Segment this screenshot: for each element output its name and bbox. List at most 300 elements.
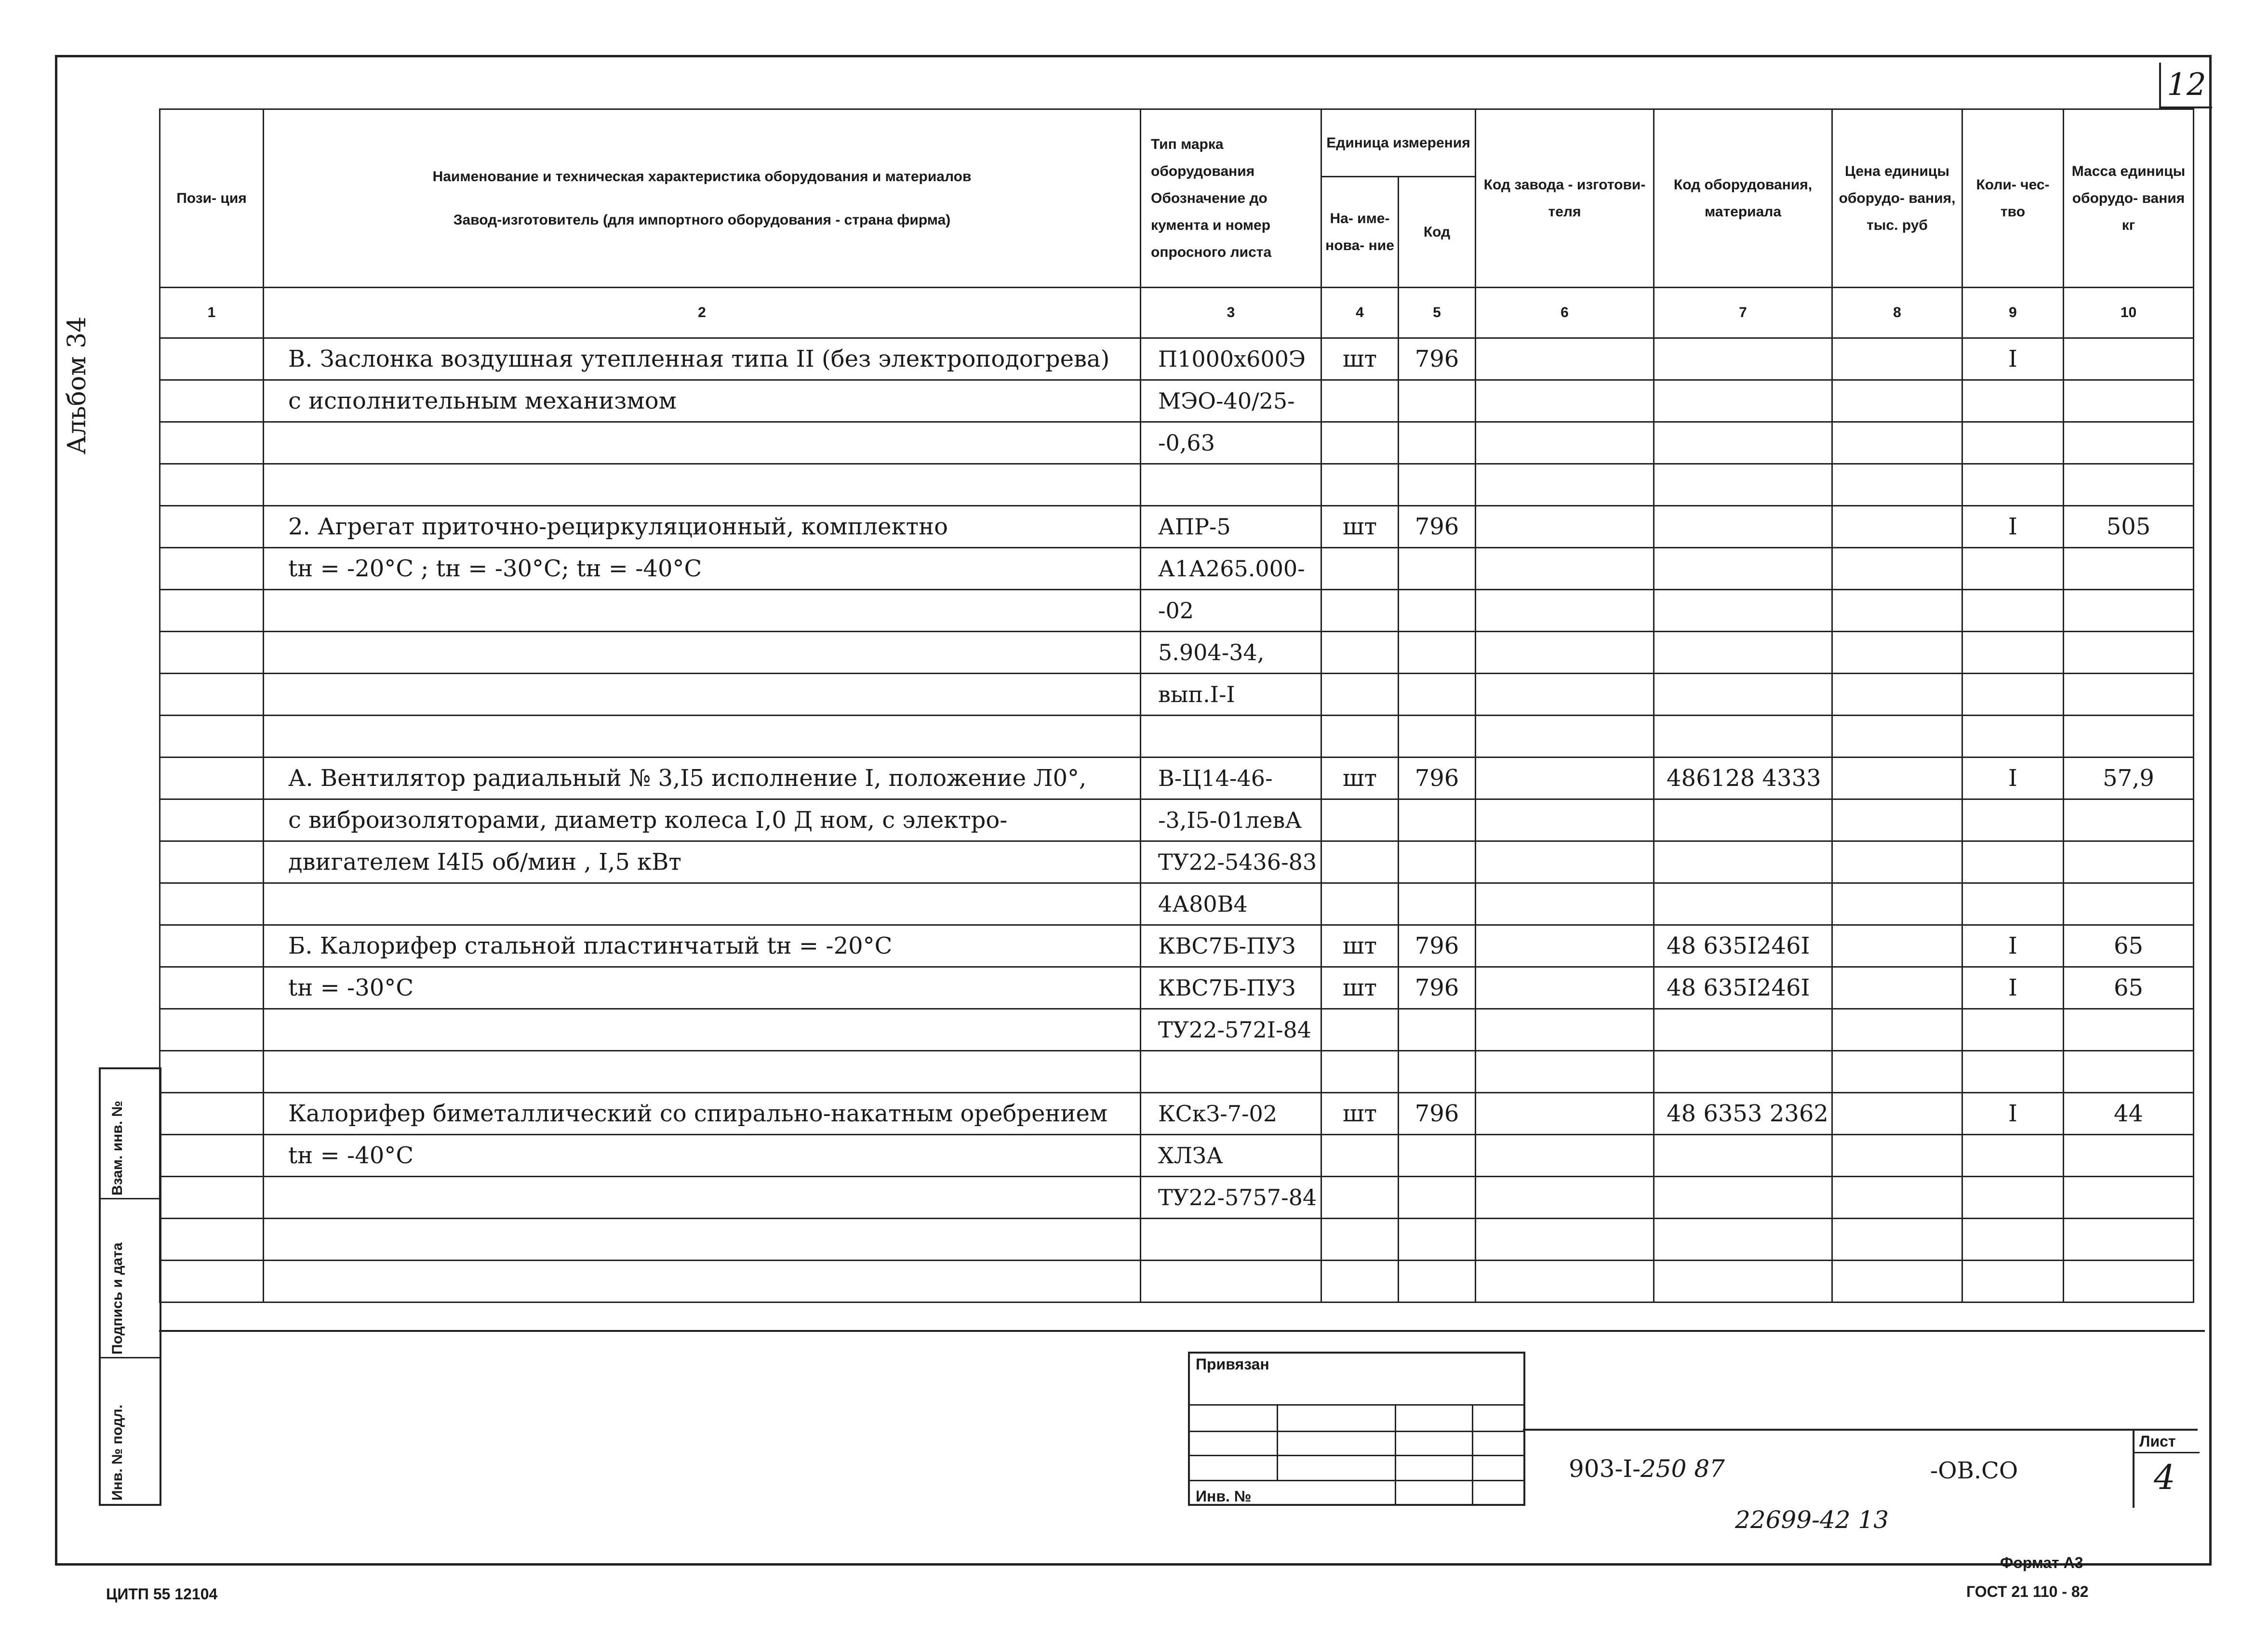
table-row bbox=[160, 1219, 2194, 1261]
row-mark-cell: -02 bbox=[1141, 590, 1321, 632]
row-unit-cell bbox=[1321, 716, 1399, 758]
row-qty-cell bbox=[1962, 1009, 2064, 1051]
row-code-cell bbox=[1399, 548, 1476, 590]
row-name-cell: с виброизоляторами, диаметр колеса I,0 Д ном, с электро- bbox=[264, 799, 1141, 841]
sheet-list-box bbox=[2133, 1429, 2198, 1508]
row-code-cell bbox=[1399, 1135, 1476, 1177]
binding-grid-line bbox=[1277, 1404, 1278, 1481]
document-code-prefix: 903-I- bbox=[1569, 1455, 1641, 1483]
table-row bbox=[160, 674, 2194, 716]
row-position-cell bbox=[160, 1177, 264, 1219]
row-unit-cell: шт bbox=[1321, 967, 1399, 1009]
row-name-cell: tн = -40°С bbox=[264, 1135, 1141, 1177]
row-equip-cell bbox=[1654, 464, 1832, 506]
row-unit-cell: шт bbox=[1321, 1093, 1399, 1135]
row-unit-cell bbox=[1321, 1009, 1399, 1051]
row-mark-cell: -0,63 bbox=[1141, 422, 1321, 464]
row-position-cell bbox=[160, 674, 264, 716]
column-number: 8 bbox=[1832, 288, 1962, 338]
row-mass-cell: 505 bbox=[2064, 506, 2194, 548]
table-row bbox=[160, 799, 2194, 841]
row-position-cell bbox=[160, 1135, 264, 1177]
row-code-cell bbox=[1399, 1261, 1476, 1302]
strip-inv-replace: Взам. инв. № bbox=[109, 1101, 125, 1196]
row-mass-cell bbox=[2064, 1009, 2194, 1051]
row-factory-cell bbox=[1476, 1219, 1654, 1261]
row-mark-cell: МЭО-40/25- bbox=[1141, 380, 1321, 422]
row-equip-cell: 48 635I246I bbox=[1654, 967, 1832, 1009]
row-mass-cell bbox=[2064, 1177, 2194, 1219]
row-price-cell bbox=[1832, 380, 1962, 422]
row-mark-cell: 5.904-34, bbox=[1141, 632, 1321, 674]
row-mass-cell: 65 bbox=[2064, 925, 2194, 967]
row-mass-cell bbox=[2064, 1051, 2194, 1093]
row-name-cell bbox=[264, 674, 1141, 716]
table-row bbox=[160, 506, 2194, 548]
column-number: 4 bbox=[1321, 288, 1399, 338]
table-row bbox=[160, 1135, 2194, 1177]
row-equip-cell bbox=[1654, 380, 1832, 422]
sheet-list-label: Лист bbox=[2139, 1433, 2176, 1450]
row-qty-cell bbox=[1962, 1219, 2064, 1261]
row-unit-cell bbox=[1321, 464, 1399, 506]
row-position-cell bbox=[160, 925, 264, 967]
column-number-row bbox=[160, 288, 2194, 338]
row-equip-cell bbox=[1654, 1009, 1832, 1051]
row-equip-cell: 48 6353 2362 bbox=[1654, 1093, 1832, 1135]
row-position-cell bbox=[160, 716, 264, 758]
header-unit-group: Единица измерения bbox=[1321, 109, 1476, 177]
binding-grid-line bbox=[1472, 1404, 1473, 1504]
row-mark-cell: ТУ22-5436-83 bbox=[1141, 841, 1321, 883]
row-factory-cell bbox=[1476, 674, 1654, 716]
row-unit-cell bbox=[1321, 1261, 1399, 1302]
archive-number: 22699-42 13 bbox=[1735, 1506, 1889, 1534]
row-qty-cell bbox=[1962, 1135, 2064, 1177]
row-code-cell bbox=[1399, 883, 1476, 925]
row-price-cell bbox=[1832, 674, 1962, 716]
column-number: 2 bbox=[264, 288, 1141, 338]
album-label: Альбом 34 bbox=[63, 316, 92, 455]
row-factory-cell bbox=[1476, 758, 1654, 799]
binding-inv-label: Инв. № bbox=[1196, 1488, 1252, 1505]
row-code-cell: 796 bbox=[1399, 967, 1476, 1009]
row-mass-cell bbox=[2064, 883, 2194, 925]
row-unit-cell bbox=[1321, 422, 1399, 464]
table-row bbox=[160, 841, 2194, 883]
column-number: 3 bbox=[1141, 288, 1321, 338]
row-price-cell bbox=[1832, 716, 1962, 758]
row-qty-cell bbox=[1962, 883, 2064, 925]
row-mark-cell bbox=[1141, 1261, 1321, 1302]
row-factory-cell bbox=[1476, 967, 1654, 1009]
row-price-cell bbox=[1832, 1009, 1962, 1051]
row-price-cell bbox=[1832, 1219, 1962, 1261]
binding-grid-line bbox=[1190, 1404, 1523, 1406]
row-name-cell: В. Заслонка воздушная утепленная типа II (без электроподогрева) bbox=[264, 338, 1141, 380]
row-price-cell bbox=[1832, 1177, 1962, 1219]
row-mark-cell bbox=[1141, 716, 1321, 758]
table-row bbox=[160, 632, 2194, 674]
row-qty-cell bbox=[1962, 380, 2064, 422]
row-mark-cell: 4А80В4 bbox=[1141, 883, 1321, 925]
row-position-cell bbox=[160, 590, 264, 632]
row-price-cell bbox=[1832, 1261, 1962, 1302]
row-equip-cell bbox=[1654, 1261, 1832, 1302]
row-unit-cell: шт bbox=[1321, 925, 1399, 967]
row-factory-cell bbox=[1476, 841, 1654, 883]
row-equip-cell bbox=[1654, 590, 1832, 632]
row-factory-cell bbox=[1476, 380, 1654, 422]
row-equip-cell bbox=[1654, 1051, 1832, 1093]
row-qty-cell bbox=[1962, 548, 2064, 590]
table-row bbox=[160, 380, 2194, 422]
row-mass-cell bbox=[2064, 422, 2194, 464]
row-factory-cell bbox=[1476, 1135, 1654, 1177]
row-name-cell: tн = -30°С bbox=[264, 967, 1141, 1009]
row-mark-cell bbox=[1141, 464, 1321, 506]
strip-sign-date: Подпись и дата bbox=[109, 1242, 125, 1355]
header-name-line1: Наименование и техническая характеристика оборудования и материалов bbox=[432, 168, 972, 185]
row-position-cell bbox=[160, 1261, 264, 1302]
row-factory-cell bbox=[1476, 464, 1654, 506]
row-position-cell bbox=[160, 464, 264, 506]
row-code-cell bbox=[1399, 1009, 1476, 1051]
row-unit-cell bbox=[1321, 548, 1399, 590]
row-code-cell bbox=[1399, 1051, 1476, 1093]
row-equip-cell: 48 635I246I bbox=[1654, 925, 1832, 967]
row-unit-cell bbox=[1321, 799, 1399, 841]
row-code-cell bbox=[1399, 1177, 1476, 1219]
row-name-cell: А. Вентилятор радиальный № 3,I5 исполнение I, положение Л0°, bbox=[264, 758, 1141, 799]
sheet-list-divider bbox=[2135, 1452, 2200, 1453]
header-equipment-code: Код оборудования, материала bbox=[1654, 109, 1832, 288]
row-code-cell bbox=[1399, 464, 1476, 506]
binding-grid-line bbox=[1190, 1455, 1523, 1456]
row-price-cell bbox=[1832, 799, 1962, 841]
row-name-cell: Калорифер биметаллический со спирально-накатным оребрением bbox=[264, 1093, 1141, 1135]
row-mass-cell bbox=[2064, 380, 2194, 422]
row-factory-cell bbox=[1476, 716, 1654, 758]
row-qty-cell bbox=[1962, 716, 2064, 758]
row-price-cell bbox=[1832, 758, 1962, 799]
row-equip-cell bbox=[1654, 799, 1832, 841]
row-position-cell bbox=[160, 758, 264, 799]
row-name-cell: tн = -20°С ; tн = -30°С; tн = -40°С bbox=[264, 548, 1141, 590]
header-unit-code: Код bbox=[1399, 177, 1476, 288]
row-qty-cell bbox=[1962, 632, 2064, 674]
header-quantity: Коли- чес- тво bbox=[1962, 109, 2064, 288]
row-factory-cell bbox=[1476, 1009, 1654, 1051]
row-position-cell bbox=[160, 1093, 264, 1135]
sheet-number: 12 bbox=[2159, 63, 2212, 108]
row-price-cell bbox=[1832, 883, 1962, 925]
row-name-cell bbox=[264, 1219, 1141, 1261]
row-unit-cell: шт bbox=[1321, 338, 1399, 380]
row-qty-cell bbox=[1962, 1051, 2064, 1093]
document-code bbox=[1569, 1455, 1725, 1483]
header-unit-mass: Масса единицы оборудо- вания кг bbox=[2064, 109, 2194, 288]
row-code-cell: 796 bbox=[1399, 1093, 1476, 1135]
row-unit-cell: шт bbox=[1321, 506, 1399, 548]
table-row bbox=[160, 883, 2194, 925]
row-name-cell bbox=[264, 1051, 1141, 1093]
row-unit-cell: шт bbox=[1321, 758, 1399, 799]
row-code-cell: 796 bbox=[1399, 506, 1476, 548]
document-stamp bbox=[1523, 1429, 2198, 1506]
row-mark-cell: вып.I-I bbox=[1141, 674, 1321, 716]
row-qty-cell: I bbox=[1962, 967, 2064, 1009]
row-code-cell bbox=[1399, 716, 1476, 758]
row-name-cell bbox=[264, 590, 1141, 632]
binding-box bbox=[1188, 1352, 1525, 1506]
row-price-cell bbox=[1832, 967, 1962, 1009]
row-mass-cell bbox=[2064, 1219, 2194, 1261]
row-name-cell: 2. Агрегат приточно-рециркуляционный, комплектно bbox=[264, 506, 1141, 548]
column-number: 9 bbox=[1962, 288, 2064, 338]
row-code-cell bbox=[1399, 1219, 1476, 1261]
row-mass-cell bbox=[2064, 799, 2194, 841]
row-mark-cell: В-Ц14-46- bbox=[1141, 758, 1321, 799]
row-price-cell bbox=[1832, 925, 1962, 967]
row-mass-cell bbox=[2064, 632, 2194, 674]
row-factory-cell bbox=[1476, 506, 1654, 548]
document-suffix: -ОВ.СО bbox=[1930, 1457, 2018, 1484]
row-position-cell bbox=[160, 548, 264, 590]
strip-inv-original-cell bbox=[101, 1358, 160, 1504]
row-price-cell bbox=[1832, 1093, 1962, 1135]
row-factory-cell bbox=[1476, 1261, 1654, 1302]
row-code-cell bbox=[1399, 799, 1476, 841]
row-factory-cell bbox=[1476, 1093, 1654, 1135]
row-unit-cell bbox=[1321, 632, 1399, 674]
row-factory-cell bbox=[1476, 422, 1654, 464]
row-equip-cell bbox=[1654, 1135, 1832, 1177]
row-mass-cell bbox=[2064, 841, 2194, 883]
row-name-cell: двигателем I4I5 об/мин , I,5 кВт bbox=[264, 841, 1141, 883]
header-unit-price: Цена единицы оборудо- вания, тыс. руб bbox=[1832, 109, 1962, 288]
row-qty-cell: I bbox=[1962, 1093, 2064, 1135]
row-mass-cell: 44 bbox=[2064, 1093, 2194, 1135]
row-position-cell bbox=[160, 799, 264, 841]
row-price-cell bbox=[1832, 841, 1962, 883]
row-equip-cell: 486128 4333 bbox=[1654, 758, 1832, 799]
row-code-cell bbox=[1399, 422, 1476, 464]
row-mass-cell bbox=[2064, 464, 2194, 506]
row-mark-cell bbox=[1141, 1219, 1321, 1261]
row-price-cell bbox=[1832, 632, 1962, 674]
specification-table bbox=[159, 108, 2194, 1303]
row-mark-cell: ТУ22-5757-84 bbox=[1141, 1177, 1321, 1219]
row-equip-cell bbox=[1654, 1219, 1832, 1261]
row-unit-cell bbox=[1321, 883, 1399, 925]
row-mark-cell: А1А265.000- bbox=[1141, 548, 1321, 590]
row-factory-cell bbox=[1476, 799, 1654, 841]
row-unit-cell bbox=[1321, 841, 1399, 883]
row-price-cell bbox=[1832, 506, 1962, 548]
header-factory-code: Код завода - изготови- теля bbox=[1476, 109, 1654, 288]
row-equip-cell bbox=[1654, 716, 1832, 758]
row-qty-cell bbox=[1962, 1261, 2064, 1302]
row-position-cell bbox=[160, 338, 264, 380]
row-price-cell bbox=[1832, 590, 1962, 632]
row-position-cell bbox=[160, 1219, 264, 1261]
row-price-cell bbox=[1832, 548, 1962, 590]
row-mark-cell: КВС7Б-ПУЗ bbox=[1141, 925, 1321, 967]
row-mark-cell: ТУ22-572I-84 bbox=[1141, 1009, 1321, 1051]
table-row bbox=[160, 1261, 2194, 1302]
row-factory-cell bbox=[1476, 1051, 1654, 1093]
column-number: 7 bbox=[1654, 288, 1832, 338]
row-position-cell bbox=[160, 422, 264, 464]
row-name-cell bbox=[264, 632, 1141, 674]
row-name-cell bbox=[264, 422, 1141, 464]
row-unit-cell bbox=[1321, 1135, 1399, 1177]
table-row bbox=[160, 1177, 2194, 1219]
row-equip-cell bbox=[1654, 338, 1832, 380]
header-unit-name: На- име- нова- ние bbox=[1321, 177, 1399, 288]
row-position-cell bbox=[160, 967, 264, 1009]
sheet-list-number: 4 bbox=[2154, 1458, 2175, 1497]
gost-label: ГОСТ 21 110 - 82 bbox=[1966, 1583, 2089, 1600]
column-number: 5 bbox=[1399, 288, 1476, 338]
table-row bbox=[160, 590, 2194, 632]
row-mass-cell bbox=[2064, 1261, 2194, 1302]
row-equip-cell bbox=[1654, 841, 1832, 883]
row-qty-cell: I bbox=[1962, 338, 2064, 380]
row-mass-cell: 57,9 bbox=[2064, 758, 2194, 799]
row-unit-cell bbox=[1321, 380, 1399, 422]
table-row bbox=[160, 1093, 2194, 1135]
table-row bbox=[160, 548, 2194, 590]
header-type-mark: Тип марка оборудования Обозначение до кумента и номер опросного листа bbox=[1141, 109, 1321, 288]
binding-grid-line bbox=[1395, 1404, 1396, 1504]
row-position-cell bbox=[160, 841, 264, 883]
row-unit-cell bbox=[1321, 1177, 1399, 1219]
row-mark-cell bbox=[1141, 1051, 1321, 1093]
row-code-cell bbox=[1399, 841, 1476, 883]
table-row bbox=[160, 1051, 2194, 1093]
row-position-cell bbox=[160, 1009, 264, 1051]
column-number: 10 bbox=[2064, 288, 2194, 338]
row-code-cell: 796 bbox=[1399, 925, 1476, 967]
row-equip-cell bbox=[1654, 506, 1832, 548]
row-name-cell bbox=[264, 716, 1141, 758]
binding-grid-line bbox=[1190, 1431, 1523, 1432]
row-name-cell: с исполнительным механизмом bbox=[264, 380, 1141, 422]
row-mark-cell: П1000х600Э bbox=[1141, 338, 1321, 380]
table-row bbox=[160, 464, 2194, 506]
row-qty-cell bbox=[1962, 841, 2064, 883]
row-factory-cell bbox=[1476, 548, 1654, 590]
column-number: 1 bbox=[160, 288, 264, 338]
column-number: 6 bbox=[1476, 288, 1654, 338]
row-equip-cell bbox=[1654, 674, 1832, 716]
row-code-cell: 796 bbox=[1399, 338, 1476, 380]
table-row bbox=[160, 967, 2194, 1009]
table-row bbox=[160, 925, 2194, 967]
row-factory-cell bbox=[1476, 883, 1654, 925]
header-name-line2: Завод-изготовитель (для импортного оборудования - страна фирма) bbox=[453, 212, 951, 228]
approval-strip bbox=[99, 1067, 161, 1506]
row-factory-cell bbox=[1476, 632, 1654, 674]
format-label: Формат А3 bbox=[2000, 1554, 2083, 1571]
cipt-label: ЦИТП 55 12104 bbox=[106, 1585, 218, 1603]
row-mass-cell bbox=[2064, 674, 2194, 716]
binding-label: Привязан bbox=[1196, 1356, 1269, 1373]
document-code-number: 250 87 bbox=[1640, 1455, 1725, 1483]
row-mark-cell: КВС7Б-ПУЗ bbox=[1141, 967, 1321, 1009]
row-code-cell bbox=[1399, 632, 1476, 674]
strip-inv-replace-cell bbox=[101, 1069, 160, 1199]
row-qty-cell bbox=[1962, 422, 2064, 464]
row-equip-cell bbox=[1654, 883, 1832, 925]
row-name-cell: Б. Калорифер стальной пластинчатый tн = -20°С bbox=[264, 925, 1141, 967]
header-name bbox=[264, 109, 1141, 288]
row-position-cell bbox=[160, 632, 264, 674]
row-code-cell bbox=[1399, 590, 1476, 632]
row-price-cell bbox=[1832, 1051, 1962, 1093]
row-price-cell bbox=[1832, 1135, 1962, 1177]
row-mass-cell bbox=[2064, 1135, 2194, 1177]
row-price-cell bbox=[1832, 422, 1962, 464]
row-mass-cell bbox=[2064, 548, 2194, 590]
row-mark-cell: ХЛЗА bbox=[1141, 1135, 1321, 1177]
row-unit-cell bbox=[1321, 1219, 1399, 1261]
row-position-cell bbox=[160, 1051, 264, 1093]
row-qty-cell bbox=[1962, 799, 2064, 841]
row-position-cell bbox=[160, 506, 264, 548]
row-qty-cell: I bbox=[1962, 506, 2064, 548]
row-equip-cell bbox=[1654, 1177, 1832, 1219]
row-factory-cell bbox=[1476, 338, 1654, 380]
row-mark-cell: -3,I5-01левА bbox=[1141, 799, 1321, 841]
binding-grid-line bbox=[1190, 1480, 1523, 1481]
row-qty-cell bbox=[1962, 1177, 2064, 1219]
row-position-cell bbox=[160, 883, 264, 925]
row-mass-cell bbox=[2064, 338, 2194, 380]
row-qty-cell bbox=[1962, 590, 2064, 632]
row-price-cell bbox=[1832, 338, 1962, 380]
row-equip-cell bbox=[1654, 632, 1832, 674]
row-unit-cell bbox=[1321, 1051, 1399, 1093]
strip-sign-date-cell bbox=[101, 1199, 160, 1358]
row-position-cell bbox=[160, 380, 264, 422]
row-name-cell bbox=[264, 464, 1141, 506]
row-mass-cell bbox=[2064, 716, 2194, 758]
row-name-cell bbox=[264, 1261, 1141, 1302]
table-row bbox=[160, 716, 2194, 758]
row-factory-cell bbox=[1476, 925, 1654, 967]
row-qty-cell: I bbox=[1962, 925, 2064, 967]
row-name-cell bbox=[264, 1009, 1141, 1051]
row-code-cell bbox=[1399, 380, 1476, 422]
row-price-cell bbox=[1832, 464, 1962, 506]
table-row bbox=[160, 758, 2194, 799]
row-mark-cell: КСкЗ-7-02 bbox=[1141, 1093, 1321, 1135]
row-unit-cell bbox=[1321, 590, 1399, 632]
row-name-cell bbox=[264, 1177, 1141, 1219]
row-qty-cell bbox=[1962, 674, 2064, 716]
row-code-cell bbox=[1399, 674, 1476, 716]
row-unit-cell bbox=[1321, 674, 1399, 716]
row-qty-cell bbox=[1962, 464, 2064, 506]
row-equip-cell bbox=[1654, 548, 1832, 590]
row-qty-cell: I bbox=[1962, 758, 2064, 799]
table-row bbox=[160, 338, 2194, 380]
row-equip-cell bbox=[1654, 422, 1832, 464]
row-mark-cell: АПР-5 bbox=[1141, 506, 1321, 548]
